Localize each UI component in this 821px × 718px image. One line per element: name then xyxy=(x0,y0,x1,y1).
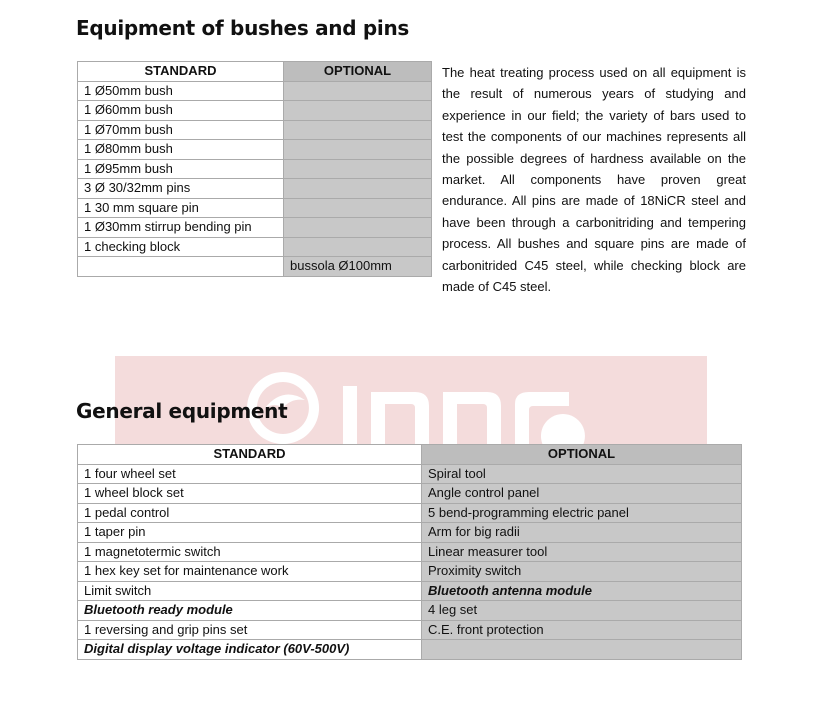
column-header-optional: OPTIONAL xyxy=(284,62,432,82)
table-row xyxy=(78,120,432,140)
standard-cell: 1 pedal control xyxy=(78,503,422,523)
table-row xyxy=(78,484,742,504)
standard-cell: 1 reversing and grip pins set xyxy=(78,620,422,640)
standard-cell: 1 magnetotermic switch xyxy=(78,542,422,562)
standard-cell: Digital display voltage indicator (60V-500V) xyxy=(78,640,422,660)
optional-cell xyxy=(284,198,432,218)
table-row xyxy=(78,581,742,601)
bushes-pins-table xyxy=(77,61,432,277)
optional-cell xyxy=(284,140,432,160)
standard-cell xyxy=(78,257,284,277)
optional-cell xyxy=(284,237,432,257)
table-row xyxy=(78,237,432,257)
optional-cell xyxy=(284,159,432,179)
optional-cell: C.E. front protection xyxy=(422,620,742,640)
table-row xyxy=(78,620,742,640)
optional-cell xyxy=(284,101,432,121)
optional-cell: Arm for big radii xyxy=(422,523,742,543)
standard-cell: Bluetooth ready module xyxy=(78,601,422,621)
optional-cell xyxy=(284,179,432,199)
standard-cell: 1 30 mm square pin xyxy=(78,198,284,218)
standard-cell: 1 Ø95mm bush xyxy=(78,159,284,179)
optional-cell xyxy=(284,218,432,238)
standard-cell: 1 Ø30mm stirrup bending pin xyxy=(78,218,284,238)
table-row xyxy=(78,523,742,543)
table-row xyxy=(78,562,742,582)
standard-cell: 3 Ø 30/32mm pins xyxy=(78,179,284,199)
table-row xyxy=(78,81,432,101)
optional-cell: Angle control panel xyxy=(422,484,742,504)
optional-cell: 4 leg set xyxy=(422,601,742,621)
column-header-standard: STANDARD xyxy=(78,62,284,82)
table-row xyxy=(78,179,432,199)
standard-cell: 1 checking block xyxy=(78,237,284,257)
optional-cell xyxy=(422,640,742,660)
table-row xyxy=(78,218,432,238)
table-row xyxy=(78,101,432,121)
standard-cell: Limit switch xyxy=(78,581,422,601)
standard-cell: 1 Ø60mm bush xyxy=(78,101,284,121)
optional-cell xyxy=(284,81,432,101)
heat-treatment-description: The heat treating process used on all equipment is the result of numerous years of studying and experience in our field; the variety of bars used to test the components of our machines represents all the possible degrees of hardness available on the market. All components have proven great endurance. All pins are made of 18NiCR steel and have been through a carbonitriding and tempering process. All bushes and square pins are made of carbonitrided C45 steel, while checking block are made of C45 steel. xyxy=(442,65,746,295)
standard-cell: 1 hex key set for maintenance work xyxy=(78,562,422,582)
column-header-standard: STANDARD xyxy=(78,445,422,465)
optional-cell: Spiral tool xyxy=(422,464,742,484)
table-row xyxy=(78,640,742,660)
table-row xyxy=(78,601,742,621)
standard-cell: 1 Ø80mm bush xyxy=(78,140,284,160)
table-row xyxy=(78,542,742,562)
table-row xyxy=(78,159,432,179)
optional-cell: Linear measurer tool xyxy=(422,542,742,562)
table-row xyxy=(78,464,742,484)
general-equipment-table xyxy=(77,444,742,660)
table-row xyxy=(78,140,432,160)
optional-cell: Bluetooth antenna module xyxy=(422,581,742,601)
optional-cell: bussola Ø100mm xyxy=(284,257,432,277)
optional-cell: 5 bend-programming electric panel xyxy=(422,503,742,523)
table-header-row xyxy=(78,445,742,465)
brand-logo-icon xyxy=(243,364,593,444)
standard-cell: 1 four wheel set xyxy=(78,464,422,484)
optional-cell: Proximity switch xyxy=(422,562,742,582)
standard-cell: 1 taper pin xyxy=(78,523,422,543)
section-title-general: General equipment xyxy=(76,399,288,423)
standard-cell: 1 wheel block set xyxy=(78,484,422,504)
section-title-bushes: Equipment of bushes and pins xyxy=(76,16,410,40)
optional-cell xyxy=(284,120,432,140)
table-row xyxy=(78,198,432,218)
column-header-optional: OPTIONAL xyxy=(422,445,742,465)
table-row xyxy=(78,257,432,277)
standard-cell: 1 Ø50mm bush xyxy=(78,81,284,101)
standard-cell: 1 Ø70mm bush xyxy=(78,120,284,140)
table-row xyxy=(78,503,742,523)
table-header-row xyxy=(78,62,432,82)
